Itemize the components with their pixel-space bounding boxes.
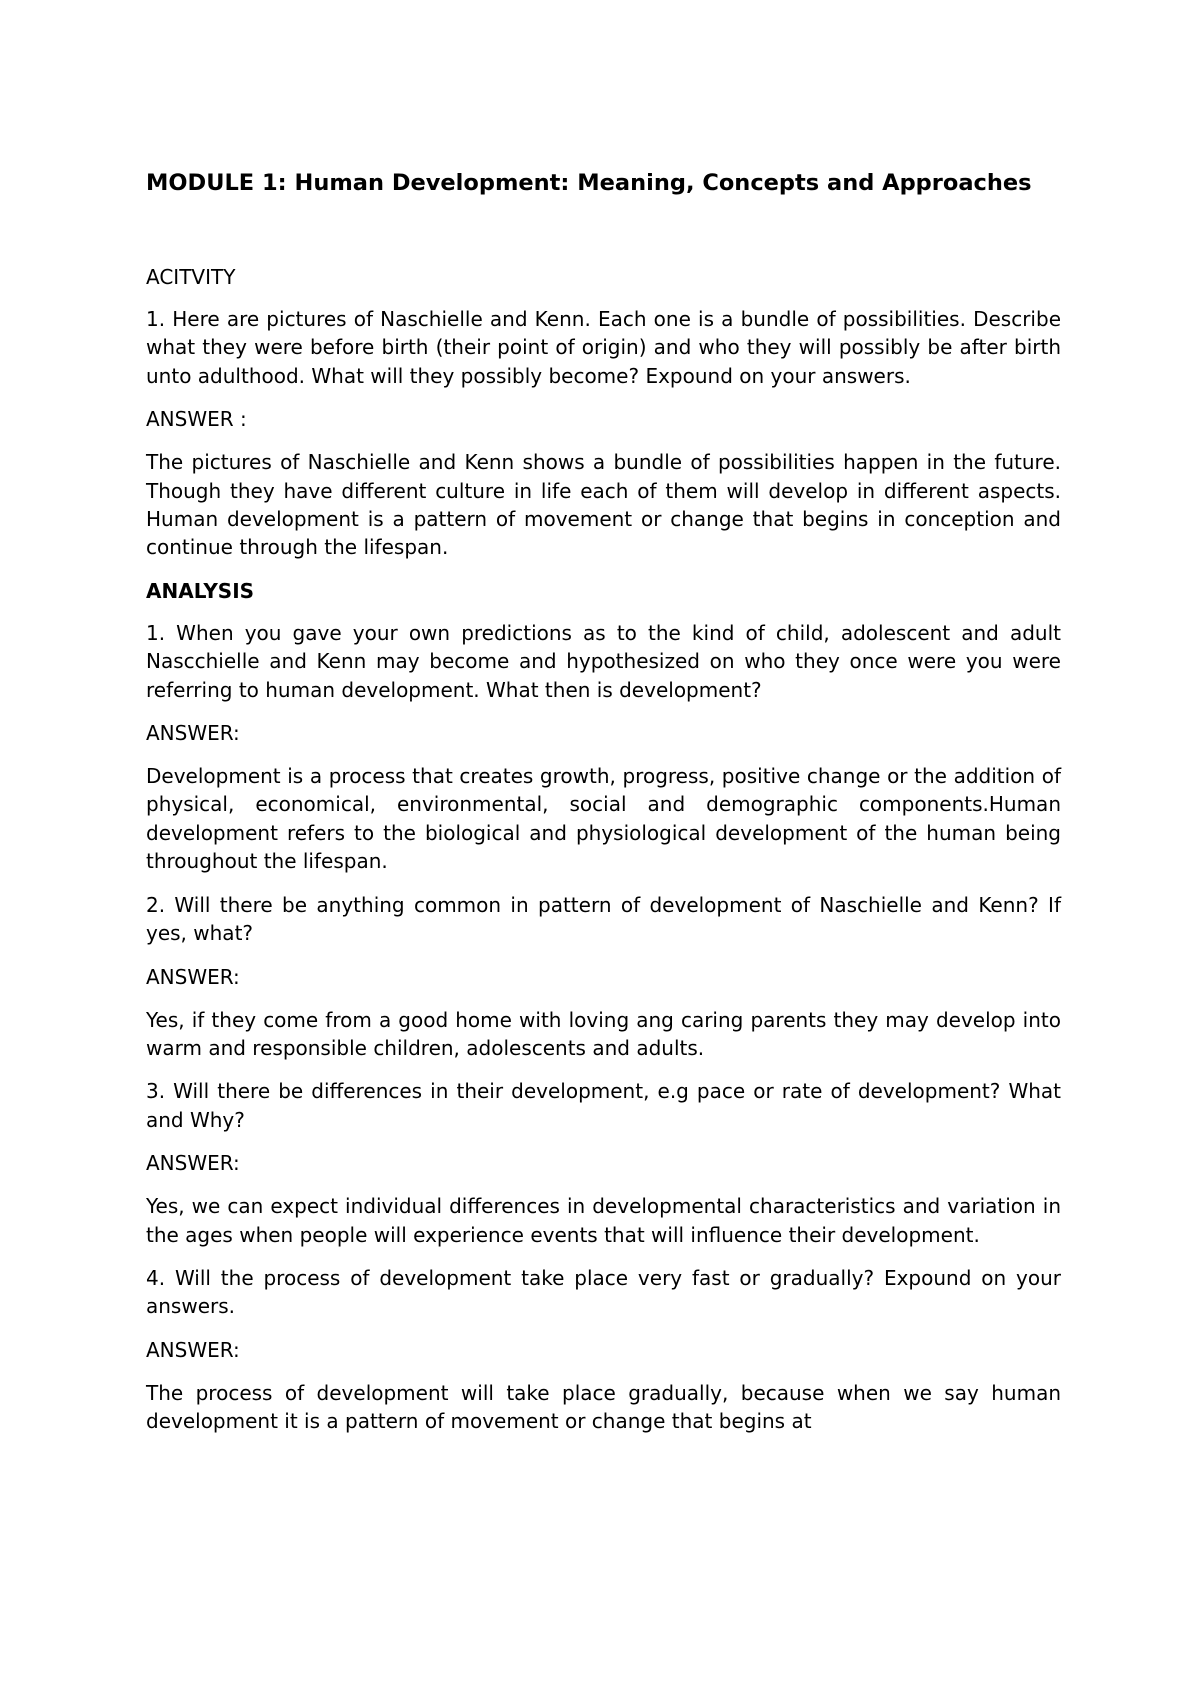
- analysis-answer-label-1: ANSWER:: [146, 721, 240, 746]
- analysis-heading: ANALYSIS: [146, 578, 255, 603]
- activity-heading: ACITVITY: [146, 265, 236, 289]
- analysis-question-3: 3. Will there be differences in their development, e.g pace or rate of development? What and Why?: [146, 1079, 1061, 1132]
- analysis-question-4: 4. Will the process of development take place very fast or gradually? Expound on your answers.: [146, 1265, 1061, 1319]
- analysis-answer-3: Yes, we can expect individual differences in developmental characteristics and variation in the ages when people will experience events that will influence their development.: [146, 1194, 1061, 1247]
- analysis-answer-label-2: ANSWER:: [146, 964, 240, 989]
- analysis-answer-1: Development is a process that creates growth, progress, positive change or the addition of physical, economical, environmental, social and demographic components.Human development refers to the biological and physiological development of the human being throughout the lifespan.: [146, 764, 1061, 874]
- analysis-answer-label-4: ANSWER:: [146, 1337, 240, 1362]
- document-page: [146, 168, 1061, 1451]
- analysis-answer-4: The process of development will take place gradually, because when we say human development it is a pattern of movement or change that begins at: [146, 1380, 1061, 1434]
- activity-answer-1: The pictures of Naschielle and Kenn shows a bundle of possibilities happen in the future. Though they have different culture in life each of them will develop in different aspects. Human development is a pattern of movement or change that begins in conception and continue through the lifespan.: [146, 450, 1061, 560]
- activity-question-1: 1. Here are pictures of Naschielle and Kenn. Each one is a bundle of possibilities. Describe what they were before birth (their point of origin) and who they will possibly be after birth unto adulthood. What will they possibly become? Expound on your answers.: [146, 307, 1061, 388]
- analysis-question-2: 2. Will there be anything common in pattern of development of Naschielle and Kenn? If yes, what?: [146, 892, 1061, 946]
- activity-answer-label: ANSWER :: [146, 407, 247, 432]
- document-title: MODULE 1: Human Development: Meaning, Concepts and Approaches: [146, 170, 1032, 196]
- analysis-question-1: 1. When you gave your own predictions as to the kind of child, adolescent and adult Nascchielle and Kenn may become and hypothesized on who they once were you were referring to human development. What then is development?: [146, 620, 1061, 702]
- analysis-answer-label-3: ANSWER:: [146, 1151, 240, 1176]
- analysis-answer-2: Yes, if they come from a good home with loving ang caring parents they may develop into warm and responsible children, adolescents and adults.: [146, 1007, 1061, 1060]
